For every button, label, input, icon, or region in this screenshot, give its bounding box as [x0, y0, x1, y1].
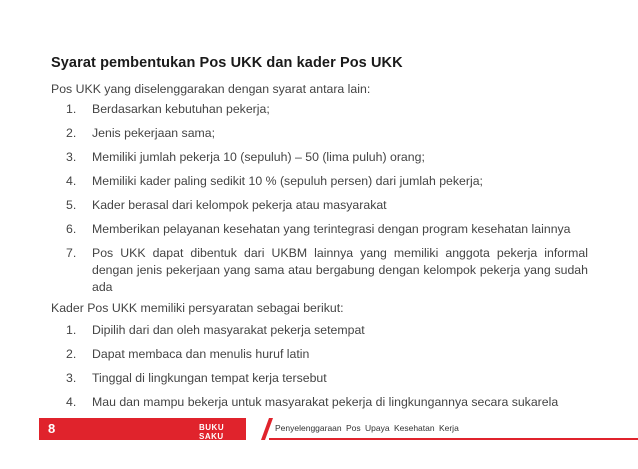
list-number: 6.	[66, 222, 77, 236]
list-text: Jenis pekerjaan sama;	[92, 126, 216, 140]
page-footer	[39, 418, 638, 440]
list-number: 4.	[66, 174, 77, 188]
list-number: 3.	[66, 371, 77, 385]
list-item	[66, 370, 588, 387]
list-item	[66, 322, 588, 339]
list-item	[66, 346, 588, 363]
list-text: Berdasarkan kebutuhan pekerja;	[92, 102, 270, 116]
list-number: 2.	[66, 126, 77, 140]
list-text: Memiliki kader paling sedikit 10 % (sepuluh persen) dari jumlah pekerja;	[92, 174, 483, 188]
footer-subtitle: Penyelenggaraan Pos Upaya Kesehatan Kerja	[275, 423, 459, 433]
footer-page-box	[39, 418, 246, 440]
page-number: 8	[48, 421, 56, 436]
list-text: Kader berasal dari kelompok pekerja atau masyarakat	[92, 198, 387, 212]
list-text: Pos UKK dapat dibentuk dari UKBM lainnya yang memiliki anggota pekerja informal dengan jenis pekerjaan yang sama atau bergabung dengan kelompok pekerja yang sudah ada	[92, 246, 588, 294]
kader-requirements-list	[66, 322, 588, 418]
footer-rule	[269, 438, 638, 440]
list-item	[66, 394, 588, 411]
list-text: Mau dan mampu bekerja untuk masyarakat pekerja di lingkungannya secara sukarela	[92, 395, 559, 409]
list-item	[66, 101, 588, 118]
list-number: 2.	[66, 347, 77, 361]
list-text: Memiliki jumlah pekerja 10 (sepuluh) – 50 (lima puluh) orang;	[92, 150, 425, 164]
section1-intro: Pos UKK yang diselenggarakan dengan syarat antara lain:	[51, 82, 371, 96]
list-number: 7.	[66, 246, 77, 260]
book-label: BUKU SAKU	[199, 423, 225, 441]
requirements-list	[66, 101, 588, 303]
list-number: 4.	[66, 395, 77, 409]
list-item	[66, 221, 588, 238]
list-text: Dipilih dari dan oleh masyarakat pekerja setempat	[92, 323, 365, 337]
list-number: 1.	[66, 102, 77, 116]
section2-intro: Kader Pos UKK memiliki persyaratan sebagai berikut:	[51, 301, 344, 315]
list-text: Memberikan pelayanan kesehatan yang terintegrasi dengan program kesehatan lainnya	[92, 222, 571, 236]
footer-divider	[261, 418, 273, 440]
list-number: 1.	[66, 323, 77, 337]
list-number: 5.	[66, 198, 77, 212]
page-heading: Syarat pembentukan Pos UKK dan kader Pos UKK	[51, 55, 403, 71]
list-item	[66, 197, 588, 214]
list-item	[66, 149, 588, 166]
list-text: Dapat membaca dan menulis huruf latin	[92, 347, 310, 361]
list-item	[66, 245, 588, 296]
list-item	[66, 173, 588, 190]
list-item	[66, 125, 588, 142]
list-number: 3.	[66, 150, 77, 164]
list-text: Tinggal di lingkungan tempat kerja tersebut	[92, 371, 327, 385]
